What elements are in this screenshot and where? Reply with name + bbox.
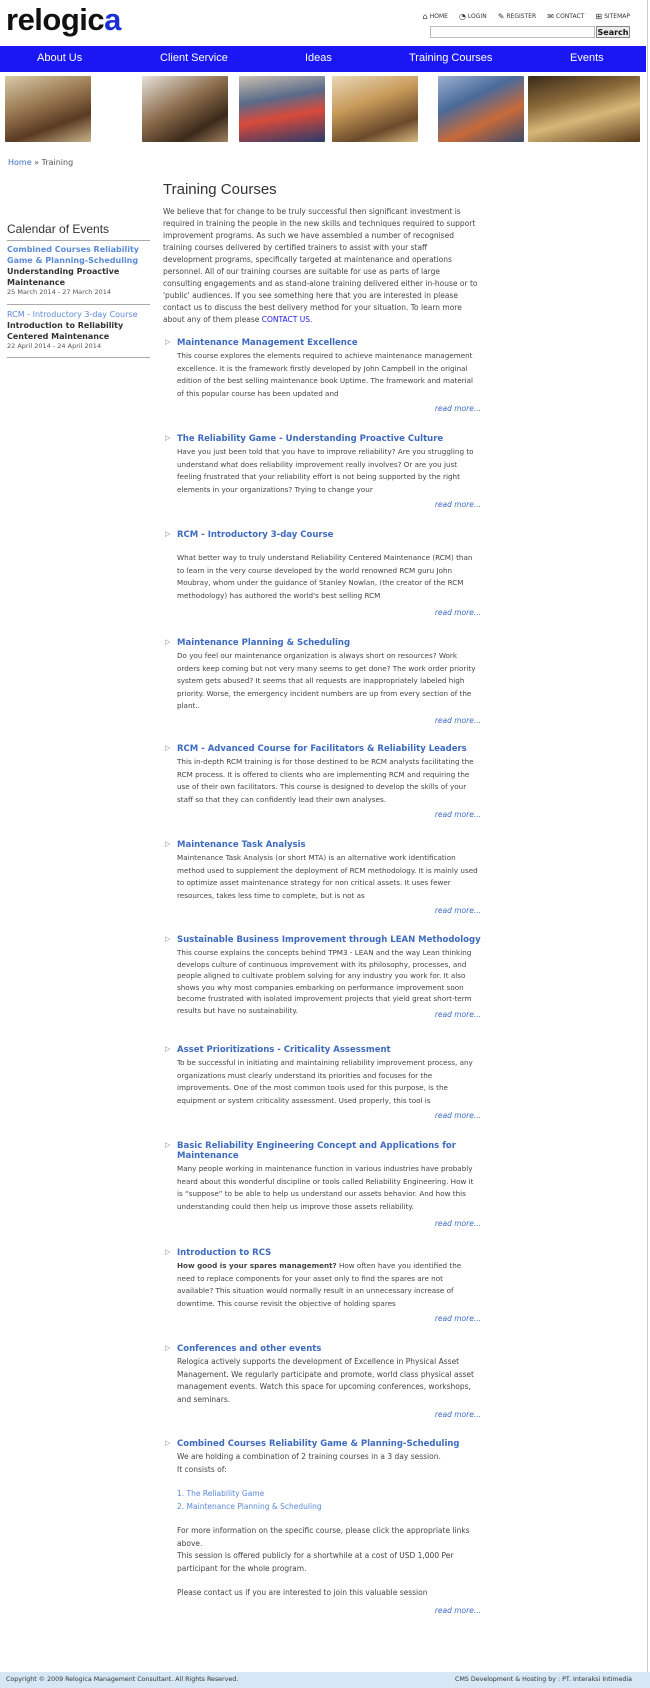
sitemap-icon: ⊞ (595, 12, 603, 21)
course-summary-lead: How good is your spares management? (177, 1261, 337, 1270)
read-more-link[interactable]: read more... (434, 1219, 481, 1228)
nav-about-us[interactable]: About Us (37, 52, 83, 64)
course-title-link[interactable] (163, 338, 481, 348)
read-more-link[interactable]: read more... (434, 1410, 481, 1419)
logo-text-tail: a (104, 2, 121, 37)
course-title-link[interactable] (163, 1439, 481, 1449)
sidebar-divider (7, 304, 150, 305)
course-title-text: RCM - Advanced Course for Facilitators & Reliability Leaders (177, 744, 467, 754)
nav-client-service[interactable]: Client Service (160, 52, 228, 64)
spacer (177, 1575, 481, 1587)
course-title-link[interactable] (163, 744, 481, 754)
search-button[interactable]: Search (597, 27, 629, 37)
course-summary: This in-depth RCM training is for those destined to be RCM analysts facilitating the RCM process. It is offered to clients who are implementing RCM and requiring the use of their own facilitators. This course is designed to develop the skills of your staff so that they can confidently lead their own analyses. (177, 757, 474, 804)
arrow-right-icon: ▷ (165, 1439, 171, 1447)
arrow-right-icon: ▷ (165, 1344, 171, 1352)
course-paragraph: We are holding a combination of 2 training courses in a 3 day session. (177, 1452, 441, 1461)
course-title-text: The Reliability Game - Understanding Proactive Culture (177, 434, 444, 444)
read-more-link[interactable]: read more... (434, 906, 481, 915)
course-list-link[interactable]: 2. Maintenance Planning & Scheduling (177, 1501, 322, 1511)
read-more-link[interactable]: read more... (434, 1606, 481, 1615)
read-more-link[interactable]: read more... (434, 1010, 481, 1019)
course-entry (163, 935, 481, 1035)
main-nav (0, 46, 646, 72)
calendar-title: Calendar of Events (7, 222, 110, 236)
course-title-link[interactable] (163, 840, 481, 850)
course-entry (163, 434, 481, 514)
course-entry (163, 338, 481, 418)
course-summary (163, 1451, 481, 1600)
home-icon: ⌂ (422, 12, 428, 21)
course-title-text: Asset Prioritizations - Criticality Assessment (177, 1045, 391, 1055)
course-summary (163, 1260, 481, 1310)
intro-text (163, 206, 478, 326)
course-title-text: Maintenance Management Excellence (177, 338, 358, 348)
developer-credit[interactable]: CMS Development & Hosting by : PT. Interaksi Intimedia (455, 1676, 632, 1683)
course-summary: Maintenance Task Analysis (or short MTA) is an alternative work identification method used to supplement the deployment of RCM methodology. It is mainly used to optimize asset maintenance strategy for non critical assets. It uses fewer resources, takes less time to complete, but is not as (177, 853, 478, 900)
nav-events[interactable]: Events (570, 52, 604, 64)
event-title-link[interactable]: Combined Courses Reliability Game & Planning-Scheduling (7, 245, 140, 265)
read-more-link[interactable]: read more... (434, 716, 481, 725)
sidebar-divider (7, 357, 150, 358)
course-title-link[interactable] (163, 530, 481, 540)
training-photo-3 (239, 76, 325, 142)
course-entry (163, 840, 481, 920)
event-subtitle: Understanding Proactive Maintenance (7, 267, 120, 287)
sidebar-divider (7, 240, 150, 241)
course-title-link[interactable] (163, 1248, 481, 1258)
course-title-text: Maintenance Task Analysis (177, 840, 306, 850)
register-icon: ✎ (497, 12, 505, 21)
course-title-text: RCM - Introductory 3-day Course (177, 530, 334, 540)
course-summary: To be successful in initiating and maintaining reliability improvement process, any organizations must clearly understand its priorities and focuses for the improvements. One of the most common tools used for this purpose, is the equipment or system criticality assessment. Used properly, this tool is (177, 1058, 473, 1105)
course-title-text: Sustainable Business Improvement through LEAN Methodology (177, 935, 481, 945)
course-title-text: Conferences and other events (177, 1344, 322, 1354)
photo-strip (5, 76, 645, 142)
arrow-right-icon: ▷ (165, 338, 171, 346)
course-summary-rest: How often have you identified the need to replace components for your asset only to find the spares are not available? This situation would normally result in an unnecessary increase of downtime. This course revisit the objective of holding spares (177, 1261, 462, 1308)
course-title-text: Introduction to RCS (177, 1248, 272, 1258)
course-title-link[interactable] (163, 1141, 481, 1161)
mail-icon: ✉ (547, 12, 554, 21)
arrow-right-icon: ▷ (165, 1141, 171, 1149)
course-title-link[interactable] (163, 1344, 481, 1354)
event-subtitle: Introduction to Reliability Centered Maintenance (7, 321, 124, 341)
top-link-contact[interactable]: ✉ CONTACT (547, 12, 585, 21)
search-input[interactable] (430, 26, 595, 38)
intro-end: . (309, 315, 313, 324)
read-more-link[interactable]: read more... (434, 810, 481, 819)
course-entry (163, 638, 481, 728)
logo[interactable] (6, 2, 121, 38)
course-summary: What better way to truly understand Reliability Centered Maintenance (RCM) than to learn in the very course developed by the world renowned RCM guru John Moubray, whom under the guidance of Stanley Nowlan, (the creator of the RCM methodology) has authored the world's best selling RCM (177, 553, 473, 600)
top-link-sitemap[interactable]: ⊞ SITEMAP (595, 12, 630, 21)
event-dates: 22 April 2014 - 24 April 2014 (7, 342, 102, 350)
calendar-event (7, 244, 153, 297)
calendar-event (7, 309, 153, 351)
course-paragraph: Please contact us if you are interested to join this valuable session (177, 1588, 428, 1597)
course-title-link[interactable] (163, 638, 481, 648)
arrow-right-icon: ▷ (165, 840, 171, 848)
event-dates: 25 March 2014 - 27 March 2014 (7, 288, 111, 296)
arrow-right-icon: ▷ (165, 1248, 171, 1256)
course-entry (163, 1141, 481, 1231)
login-icon: ◔ (458, 12, 466, 21)
breadcrumb-separator: » (31, 158, 42, 167)
course-paragraph: This session is offered publicly for a shortwhile at a cost of USD 1,000 Per participant for the whole program. (177, 1551, 454, 1573)
course-summary: Many people working in maintenance function in various industries have probably heard about this wonderful discipline or tools called Reliability Engineering. How it is “suppose” to be able to help us understand our assets behavior. And how this understanding could then help us improve those assets reliability. (177, 1164, 474, 1211)
course-summary: Relogica actively supports the development of Excellence in Physical Asset Management. We regularly participate and promote, world class physical asset management events. Watch this space for upcoming conferences, workshops, and seminars. (177, 1357, 474, 1404)
breadcrumb-home[interactable]: Home (8, 158, 32, 167)
course-title-link[interactable] (163, 434, 481, 444)
logo-text: relogic (6, 2, 105, 37)
course-title-text: Combined Courses Reliability Game & Planning-Scheduling (177, 1439, 460, 1449)
training-photo-1 (5, 76, 91, 142)
course-entry (163, 1344, 481, 1424)
training-photo-2 (142, 76, 228, 142)
training-photo-6 (528, 76, 640, 142)
course-paragraph: It consists of: (177, 1464, 227, 1474)
arrow-right-icon: ▷ (165, 530, 171, 538)
course-title-text: Maintenance Planning & Scheduling (177, 638, 351, 648)
course-summary: This course explores the elements required to achieve maintenance management excellence. It is the framework firstly developed by John Campbell in the original edition of the best selling maintenance book Uptime. The framework and material of this popular course has been updated and (177, 351, 473, 398)
footer (0, 1672, 650, 1688)
course-summary: This course explains the concepts behind TPM3 - LEAN and the way Lean thinking develops culture of continuous improvement with its philosophy, processes, and people aligned to cultivate problem solving for any industry you work for. It also shows you why most companies embarking on performance improvement soon become frustrated with isolated improvement projects that yield great short-term results but have no sustainability. (177, 948, 472, 1015)
course-entry (163, 1439, 481, 1619)
training-photo-5 (438, 76, 524, 142)
course-entry (163, 1045, 481, 1125)
course-paragraph: For more information on the specific course, please click the appropriate links above. (177, 1526, 470, 1548)
spacer (177, 1476, 481, 1488)
course-summary: Do you feel our maintenance organization is always short on resources? Work orders keep coming but not very many seems to get done? The work order priority system gets abused? It seems that all requests are inappropriately labeled high priority. Worse, the emergency incident numbers are up from every section of the plant.. (177, 651, 476, 710)
top-link-home[interactable]: ⌂ HOME (422, 12, 448, 21)
top-link-login[interactable]: ◔ LOGIN (458, 12, 487, 21)
course-title-text: Basic Reliability Engineering Concept and Applications for Maintenance (177, 1141, 456, 1161)
nav-ideas[interactable]: Ideas (305, 52, 332, 64)
read-more-link[interactable]: read more... (434, 500, 481, 509)
contact-us-link[interactable]: CONTACT US (261, 315, 310, 324)
top-link-register[interactable]: ✎ REGISTER (497, 12, 537, 21)
breadcrumb-current: Training (41, 158, 74, 167)
arrow-right-icon: ▷ (165, 434, 171, 442)
page-title: Training Courses (163, 181, 277, 198)
course-entry (163, 744, 481, 824)
course-entry (163, 530, 481, 630)
intro-paragraph: We believe that for change to be truly successful then significant investment is required in training the people in the new skills and techniques required to support improvement programs. As such we have assembled a number of recognised training courses delivered by certified trainers to assist with your staff development programs, specifically targeted at maintenance and operations personnel. All of our training courses are suitable for use as parts of large consulting engagements and as stand-alone training delivered either in-house or to 'public' audiences. If you see something here that you are interested in please contact us to discuss the best delivery method for your situation. To learn more about any of them please (163, 207, 478, 324)
read-more-link[interactable]: read more... (434, 608, 481, 617)
training-photo-4 (332, 76, 418, 142)
course-title-link[interactable] (163, 935, 481, 945)
arrow-right-icon: ▷ (165, 744, 171, 752)
course-entry (163, 1248, 481, 1328)
read-more-link[interactable]: read more... (434, 1111, 481, 1120)
arrow-right-icon: ▷ (165, 935, 171, 943)
top-links (423, 12, 630, 21)
read-more-link[interactable]: read more... (434, 1314, 481, 1323)
course-title-link[interactable] (163, 1045, 481, 1055)
read-more-link[interactable]: read more... (434, 404, 481, 413)
copyright-text: Copyright © 2009 Relogica Management Consultant. All Rights Reserved. (6, 1676, 239, 1683)
arrow-right-icon: ▷ (165, 1045, 171, 1053)
course-summary: Have you just been told that you have to improve reliability? Are you struggling to understand what does reliability improvement really involves? Or are you just feeling frustrated that your reliability effort is not being supported by the right elements in your organizations? Trying to change your (177, 447, 474, 494)
breadcrumb (8, 158, 73, 167)
spacer (177, 1513, 481, 1525)
event-title-link[interactable]: RCM - Introductory 3-day Course (7, 310, 138, 319)
nav-training-courses[interactable]: Training Courses (409, 52, 493, 64)
page-border (647, 0, 648, 1688)
course-list-link[interactable]: 1. The Reliability Game (177, 1489, 265, 1498)
arrow-right-icon: ▷ (165, 638, 171, 646)
